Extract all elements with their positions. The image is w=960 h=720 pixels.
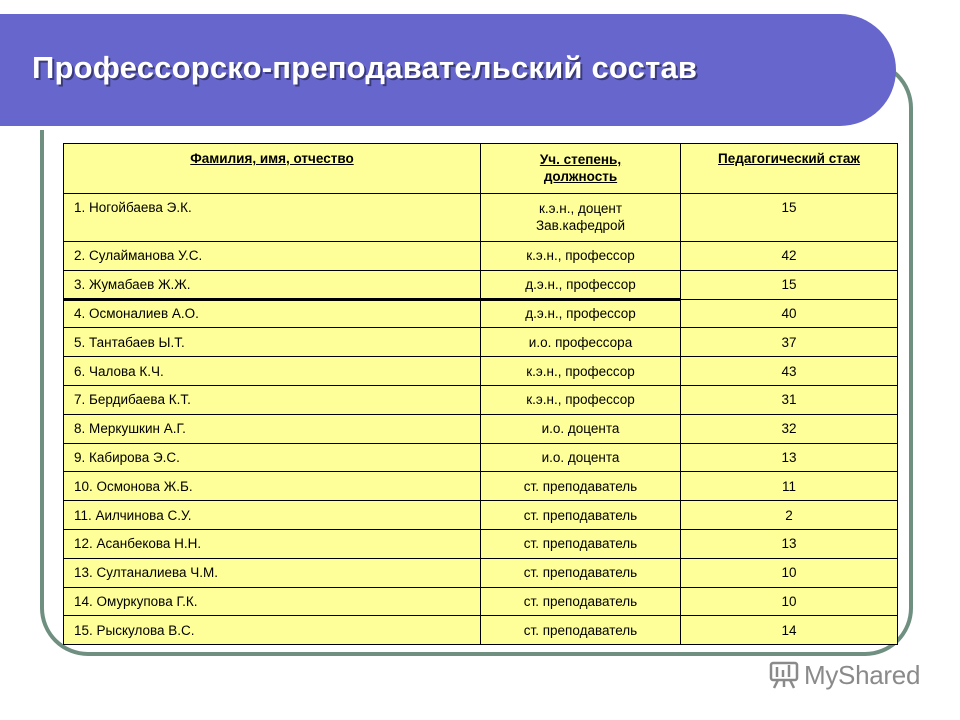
- cell-name: 7. Бердибаева К.Т.: [64, 385, 481, 414]
- cell-degree: ст. преподаватель: [481, 587, 681, 616]
- cell-degree: ст. преподаватель: [481, 616, 681, 645]
- table-row: [64, 587, 898, 616]
- cell-experience: 14: [681, 616, 898, 645]
- cell-experience: 13: [681, 529, 898, 558]
- cell-name: 1. Ногойбаева Э.К.: [64, 194, 481, 242]
- cell-name: 11. Аилчинова С.У.: [64, 501, 481, 530]
- cell-experience: 43: [681, 357, 898, 386]
- cell-name: 13. Султаналиева Ч.М.: [64, 558, 481, 587]
- cell-name: 15. Рыскулова В.С.: [64, 616, 481, 645]
- cell-degree: ст. преподаватель: [481, 529, 681, 558]
- cell-experience: 42: [681, 242, 898, 271]
- table-row: [64, 443, 898, 472]
- table-header-row: [64, 144, 898, 194]
- cell-degree: и.о. доцента: [481, 443, 681, 472]
- cell-degree: и.о. профессора: [481, 328, 681, 357]
- cell-experience: 15: [681, 270, 898, 299]
- cell-experience: 31: [681, 385, 898, 414]
- cell-experience: 13: [681, 443, 898, 472]
- cell-experience: 37: [681, 328, 898, 357]
- cell-degree: и.о. доцента: [481, 414, 681, 443]
- cell-degree: ст. преподаватель: [481, 558, 681, 587]
- cell-name: 9. Кабирова Э.С.: [64, 443, 481, 472]
- table-row: [64, 328, 898, 357]
- table-row: [64, 501, 898, 530]
- cell-name: 3. Жумабаев Ж.Ж.: [64, 270, 481, 299]
- table-row: [64, 194, 898, 242]
- cell-degree: д.э.н., профессор: [481, 299, 681, 328]
- title-underline: [0, 126, 848, 130]
- table-row: [64, 270, 898, 299]
- cell-experience: 15: [681, 194, 898, 242]
- cell-position-text: Зав.кафедрой: [535, 218, 626, 233]
- table-row: [64, 299, 898, 328]
- cell-experience: 40: [681, 299, 898, 328]
- cell-experience: 10: [681, 587, 898, 616]
- cell-degree: к.э.н., профессор: [481, 385, 681, 414]
- cell-name: 4. Осмоналиев А.О.: [64, 299, 481, 328]
- table-row: [64, 558, 898, 587]
- table-row: [64, 242, 898, 271]
- cell-degree-text: к.э.н., доцент: [538, 201, 623, 216]
- cell-degree: [481, 194, 681, 242]
- staff-table: [63, 143, 898, 645]
- table-row: [64, 472, 898, 501]
- table-row: [64, 385, 898, 414]
- table-row: [64, 357, 898, 386]
- cell-name: 12. Асанбекова Н.Н.: [64, 529, 481, 558]
- column-header-name: Фамилия, имя, отчество: [64, 144, 481, 194]
- column-header-degree-line2: должность: [543, 169, 618, 184]
- cell-name: 8. Меркушкин А.Г.: [64, 414, 481, 443]
- cell-degree: к.э.н., профессор: [481, 242, 681, 271]
- table-row: [64, 616, 898, 645]
- myshared-logo-text: MyShared: [804, 659, 921, 690]
- column-header-degree: [481, 144, 681, 194]
- cell-degree: ст. преподаватель: [481, 501, 681, 530]
- cell-name: 5. Тантабаев Ы.Т.: [64, 328, 481, 357]
- presentation-board-icon: [768, 660, 800, 690]
- cell-degree: д.э.н., профессор: [481, 270, 681, 299]
- myshared-watermark: [768, 657, 920, 693]
- cell-name: 2. Сулайманова У.С.: [64, 242, 481, 271]
- cell-degree: ст. преподаватель: [481, 472, 681, 501]
- table-row: [64, 529, 898, 558]
- cell-experience: 11: [681, 472, 898, 501]
- table-row: [64, 414, 898, 443]
- cell-experience: 32: [681, 414, 898, 443]
- column-header-degree-line1: Уч. степень,: [539, 152, 622, 167]
- cell-name: 10. Осмонова Ж.Б.: [64, 472, 481, 501]
- cell-experience: 10: [681, 558, 898, 587]
- cell-name: 14. Омуркупова Г.К.: [64, 587, 481, 616]
- page-title: Профессорско-преподавательский состав: [32, 50, 698, 85]
- cell-degree: к.э.н., профессор: [481, 357, 681, 386]
- cell-experience: 2: [681, 501, 898, 530]
- column-header-experience: Педагогический стаж: [681, 144, 898, 194]
- cell-name: 6. Чалова К.Ч.: [64, 357, 481, 386]
